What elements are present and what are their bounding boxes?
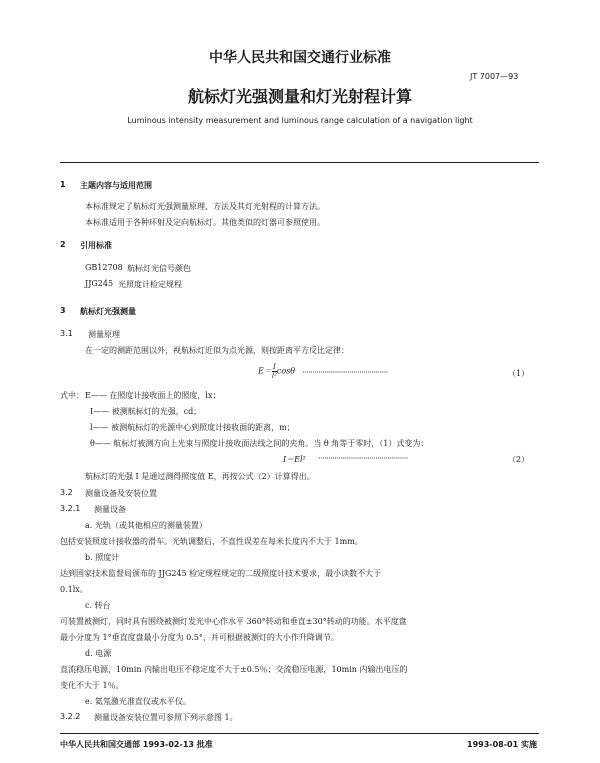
variable-l: l—— 被测航标灯的光源中心到照度计接收面的距离，m； — [90, 423, 295, 432]
section-3-heading: 航标灯光强测量 — [80, 307, 136, 316]
reference-2-title: 光照度计检定规程 — [118, 280, 182, 289]
reference-2-code: JJG245 — [85, 279, 114, 288]
item-a-body: 包括安装照度计接收器的滑车。光轨调整后，不直性误差在每米长度内不大于 1mm。 — [60, 537, 363, 546]
formula-2: I＝El² — [283, 455, 306, 464]
standard-code: JT 7007—93 — [470, 72, 519, 81]
formula-1-denominator: l² — [271, 372, 277, 380]
item-b-body-line-2: 0.1lx。 — [60, 585, 88, 594]
approval-note: 中华人民共和国交通部 1993-02-13 批准 — [60, 740, 213, 749]
section-2-number: 2 — [60, 240, 66, 249]
subsection-3-1-title: 测量原理 — [88, 330, 120, 339]
effective-date: 1993-08-01 实施 — [467, 740, 537, 749]
subsection-3-1-conclusion: 航标灯的光强 I 是通过测得照度值 E，再按公式（2）计算得出。 — [85, 472, 315, 481]
section-3-number: 3 — [60, 306, 66, 315]
section-1-number: 1 — [60, 180, 66, 189]
item-b-body-line-1: 达到国家技术监督局颁布的 JJG245 检定规程规定的二级照度计技术要求，最小读数不大于 — [60, 569, 382, 578]
variable-e: E—— 在照度计接收面上的照度，lx； — [85, 391, 221, 400]
section-2-heading: 引用标准 — [80, 241, 112, 250]
subsection-3-2-1-number: 3.2.1 — [60, 504, 81, 513]
document-title: 航标灯光强测量和灯光射程计算 — [187, 87, 412, 106]
subsection-3-2-2-number: 3.2.2 — [60, 712, 81, 721]
item-a-title: a. 光轨（或其他相应的测量装置） — [85, 521, 207, 530]
item-c-body-line-1: 可装置被测灯，同时具有围绕被测灯发光中心作水平 360°转动和垂直±30°转动的功能。水平度盘 — [60, 617, 407, 626]
english-title: Luminous intensity measurement and luminous range calculation of a navigation light — [127, 116, 473, 125]
header-rule — [60, 162, 539, 163]
formula-1-label: （1） — [508, 369, 530, 378]
reference-1-title: 航标灯光信号颜色 — [127, 264, 191, 273]
item-d-body-line-2: 变化不大于 1％。 — [60, 681, 124, 690]
item-d-body-line-1: 直流稳压电源，10min 内输出电压不稳定度不大于±0.5％；交流稳压电源，10min 内输出电压的 — [60, 665, 408, 674]
subsection-3-1-number: 3.1 — [60, 329, 73, 338]
item-d-title: d. 电源 — [85, 649, 112, 658]
subsection-3-2-2-text: 测量设备安装位置可参照下列示意图 1。 — [94, 713, 238, 722]
variable-theta: θ—— 航标灯被测方向上光束与照度计接收面法线之间的夹角。当 θ 角等于零时，（1）式变为： — [90, 439, 429, 448]
subsection-3-2-1-title: 测量设备 — [94, 505, 126, 514]
where-prefix: 式中： — [60, 391, 84, 400]
section-1-heading: 主题内容与适用范围 — [80, 181, 152, 190]
variable-i: I—— 被测航标灯的光强，cd； — [90, 407, 202, 416]
formula-2-leader-dots: ············································ — [318, 454, 408, 463]
section-1-paragraph-1: 本标准规定了航标灯光强测量原理、方法及其灯光射程的计算方法。 — [85, 202, 325, 211]
subsection-3-2-title: 测量设备及安装位置 — [85, 489, 157, 498]
subsection-3-1-paragraph: 在一定的测距范围以外，视航标灯近似为点光源，则按距离平方反比定律： — [85, 346, 349, 355]
formula-1-leader-dots: ·········································· — [302, 368, 388, 377]
formula-1-right: cosθ — [276, 366, 296, 376]
formula-1-numerator: I — [272, 363, 276, 371]
section-1-paragraph-2: 本标准适用于各种环射及定向航标灯。其他类似的灯器可参照使用。 — [85, 218, 325, 227]
footer-rule — [60, 733, 539, 734]
item-e-title: e. 氦氖激光准直仪或水平仪。 — [85, 697, 191, 706]
item-b-title: b. 照度计 — [85, 553, 120, 562]
formula-1 — [258, 363, 295, 380]
formula-2-label: （2） — [508, 455, 530, 464]
subsection-3-2-number: 3.2 — [60, 488, 73, 497]
reference-1-code: GB12708 — [85, 263, 123, 272]
org-title: 中华人民共和国交通行业标准 — [209, 50, 391, 66]
formula-1-left: E＝ — [258, 366, 272, 376]
item-c-title: c. 转台 — [85, 601, 111, 610]
item-c-body-line-2: 最小分度为 1°垂直度盘最小分度为 0.5°，并可根据被测灯的大小作升降调节。 — [60, 633, 339, 642]
